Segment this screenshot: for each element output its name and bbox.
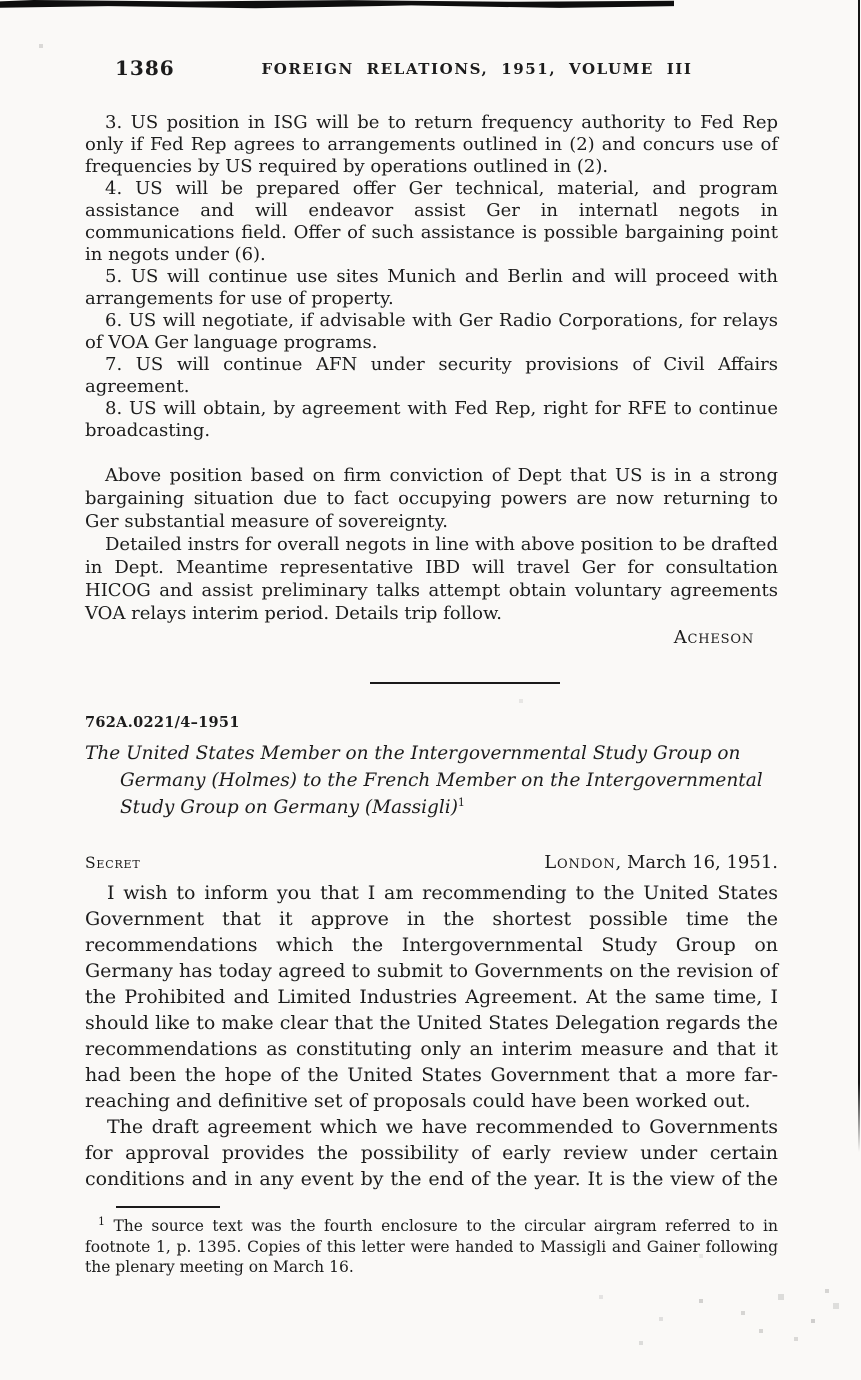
telegram-paragraph-5: 5. US will continue use sites Munich and Berlin and will proceed with arrangements for use of property. xyxy=(85,266,778,309)
heading-line: The United States Member on the Intergovernmental Study Group on xyxy=(85,743,741,764)
signature-line xyxy=(85,627,778,648)
letter-paragraph: I wish to inform you that I am recommending to the United States Government that it approve in the shortest possible time the recommendations which the Intergovernmental Study Group on Germany has today agreed to submit to Governments on the revision of the Prohibited and Limited Industries Agreement. At the same time, I should like to make clear that the United States Delegation regards the recommendations as constituting only an interim measure and that it had been the hope of the United States Government that a more far-reaching and definitive set of proposals could have been worked out. xyxy=(85,882,778,1112)
classification-dateline-row xyxy=(85,852,778,873)
dateline-place: London xyxy=(544,852,616,873)
telegram-closing-paragraphs xyxy=(85,464,778,625)
letter-body xyxy=(85,880,778,1192)
running-head-title: FOREIGN RELATIONS, 1951, VOLUME III xyxy=(261,60,693,78)
telegram-numbered-paragraphs xyxy=(85,112,778,442)
letter-paragraph: The draft agreement which we have recommended to Governments for approval provides the possibility of early review under certain conditions and in any event by the end of the year. It is the view of the xyxy=(85,1116,778,1190)
footnote-marker: 1 xyxy=(98,1214,105,1228)
heading-line: Study Group on Germany (Massigli)$^1$ xyxy=(120,795,465,818)
heading-footnote-reference: 1 xyxy=(457,795,465,809)
telegram-paragraph-6: 6. US will negotiate, if advisable with Ger Radio Corporations, for relays of VOA Ger language programs. xyxy=(85,310,778,353)
scan-noise-speckles xyxy=(0,0,2,2)
classification-label: Secret xyxy=(85,854,141,872)
footnote xyxy=(85,1216,778,1278)
telegram-paragraph-7: 7. US will continue AFN under security provisions of Civil Affairs agreement. xyxy=(85,354,778,397)
scan-artifact-right-edge xyxy=(858,0,860,1152)
dateline-date: , March 16, 1951. xyxy=(615,852,778,873)
dateline xyxy=(544,852,778,873)
archival-reference-number: 762A.0221/4–1951 xyxy=(85,714,240,731)
telegram-paragraph-4: 4. US will be prepared offer Ger technical, material, and program assistance and will endeavor assist Ger in internatl negots in communications field. Offer of such assistance is possible bargaining point in negots under (6). xyxy=(85,178,778,265)
heading-line: Germany (Holmes) to the French Member on the Intergovernmental xyxy=(120,770,763,791)
page-header xyxy=(85,0,778,82)
page-content xyxy=(85,0,778,1278)
document-heading xyxy=(85,740,778,821)
page-number: 1386 xyxy=(115,56,175,80)
closing-paragraph: Detailed instrs for overall negots in line with above position to be drafted in Dept. Meantime representative IBD will travel Ger for consultation HICOG and assist preliminary talks attempt obtain voluntary agreements VOA relays interim period. Details trip follow. xyxy=(85,534,778,624)
closing-paragraph: Above position based on firm conviction of Dept that US is in a strong bargaining situation due to fact occupying powers are now returning to Ger substantial measure of sovereignty. xyxy=(85,465,778,532)
footnote-separator-rule xyxy=(116,1206,220,1208)
telegram-paragraph-3: 3. US position in ISG will be to return frequency authority to Fed Rep only if Fed Rep agrees to arrangements outlined in (2) and concurs use of frequencies by US required by operations outlined in (2). xyxy=(85,112,778,177)
footnote-text: $^1$ The source text was the fourth enclosure to the circular airgram referred to in footnote 1, p. 1395. Copies of this letter were handed to Massigli and Gainer following the plenary meeting on March 16. xyxy=(85,1214,778,1276)
telegram-paragraph-8: 8. US will obtain, by agreement with Fed Rep, right for RFE to continue broadcasting. xyxy=(85,398,778,441)
signature-acheson: Acheson xyxy=(673,627,754,648)
section-divider-rule xyxy=(370,682,560,684)
